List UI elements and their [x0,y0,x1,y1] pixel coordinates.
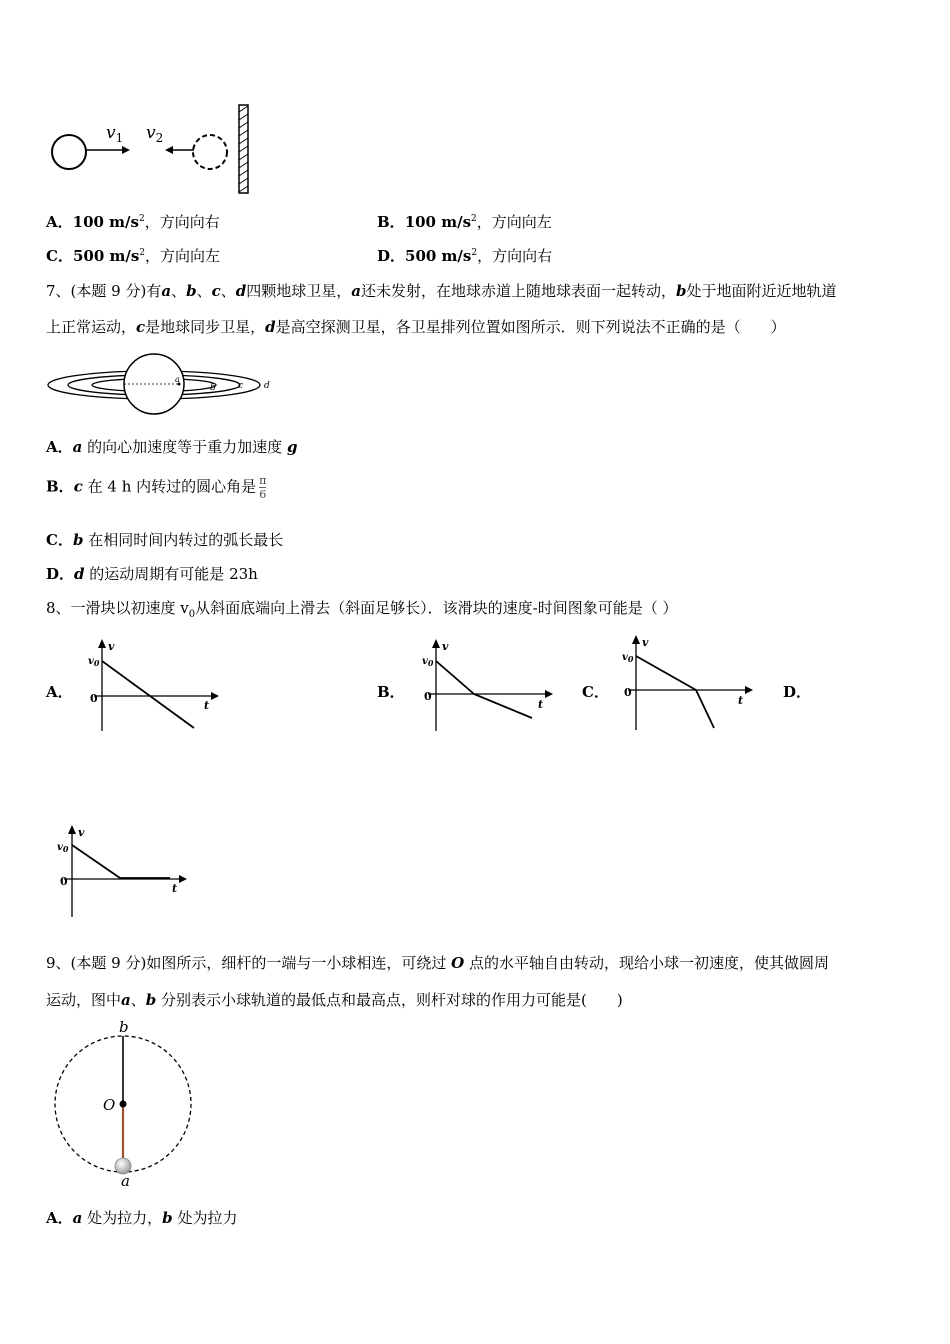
svg-text:v: v [108,640,115,653]
q7-option-c[interactable]: C．b 在相同时间内转过的弧长最长 [46,531,284,549]
svg-text:v0: $v_0$ [422,656,434,668]
svg-text:b: b [210,383,216,393]
svg-text:d: d [264,381,270,391]
q6-option-c[interactable]: C．500 $m/s^2$，方向向左 [46,247,221,265]
q8-stem: 8、一滑块以初速度 $v_0$从斜面底端向上滑去（斜面足够长）．该滑块的速度-时间图象可能是（ ） [46,599,678,620]
svg-text:v0: $v_0$ [57,842,69,854]
q8-graph-a[interactable] [84,636,229,736]
svg-text:v0: $v_0$ [622,652,634,664]
q9-option-a[interactable]: A．a 处为拉力，b 处为拉力 [46,1209,238,1227]
svg-text:v: v [642,636,649,649]
svg-text:v0: $v_0$ [88,656,100,668]
q8-option-d-key[interactable]: D． [783,683,812,701]
svg-text:0: 0 [424,690,432,703]
q8-option-b-key[interactable]: B． [377,683,405,701]
q6-figure [44,100,264,200]
svg-text:t: t [538,698,544,711]
q7-orbit-figure [46,350,286,418]
svg-text:0: 0 [624,686,632,699]
q8-option-c-key[interactable]: C． [582,683,609,701]
q7-option-d[interactable]: D．d 的运动周期有可能是 23h [46,565,258,583]
q9-stem-line1: 9、(本题 9 分)如图所示，细杆的一端与一小球相连，可绕过 O 点的水平轴自由转动，现给小球一初速度，使其做圆周 [46,954,829,972]
q6-option-d[interactable]: D．500 $m/s^2$，方向向右 [377,247,553,265]
svg-text:a: a [175,375,180,384]
svg-text:0: 0 [90,692,98,705]
ball-dashed [193,135,227,169]
pi-over-6: $\frac{\pi}{6}$ [259,474,267,501]
q7-option-a[interactable]: A．a 的向心加速度等于重力加速度 g [46,438,298,456]
q9-stem-line2: 运动，图中a、b 分别表示小球轨道的最低点和最高点，则杆对球的作用力可能是( ) [46,991,623,1009]
svg-text:a: a [121,1172,130,1190]
ball-solid [52,135,86,169]
svg-text:O: O [103,1096,116,1114]
q8-graph-d[interactable] [54,822,199,922]
svg-text:t: t [738,694,744,707]
q8-graph-c[interactable] [618,632,763,732]
q8-graph-b[interactable] [418,636,563,736]
svg-text:0: 0 [60,875,68,888]
svg-text:v: v [442,640,449,653]
q7-stem-line1: 7、(本题 9 分)有a、b、c、d四颗地球卫星，a还未发射，在地球赤道上随地球表面一起转动，b处于地面附近近地轨道 [46,282,837,300]
q6-option-b[interactable]: B．100 $m/s^2$，方向向左 [377,213,552,231]
svg-text:t: t [172,882,178,895]
v1-label: $v_1$ [106,123,124,145]
q7-stem-line2: 上正常运动，c是地球同步卫星，d是高空探测卫星，各卫星排列位置如图所示．则下列说法不正确的是（ ） [46,318,786,336]
q7-option-b[interactable]: B．c 在 4 h 内转过的圆心角是 $\frac{\pi}{6}$ [46,474,267,501]
svg-text:c: c [238,381,244,391]
q8-option-a-key[interactable]: A． [46,683,73,701]
svg-text:t: t [204,699,210,712]
svg-text:b: b [119,1018,129,1036]
q9-circle-figure [44,1016,204,1191]
svg-text:v: v [78,826,85,839]
v2-label: $v_2$ [146,123,164,145]
q6-option-a[interactable]: A．100 $m/s^2$，方向向右 [46,213,220,231]
